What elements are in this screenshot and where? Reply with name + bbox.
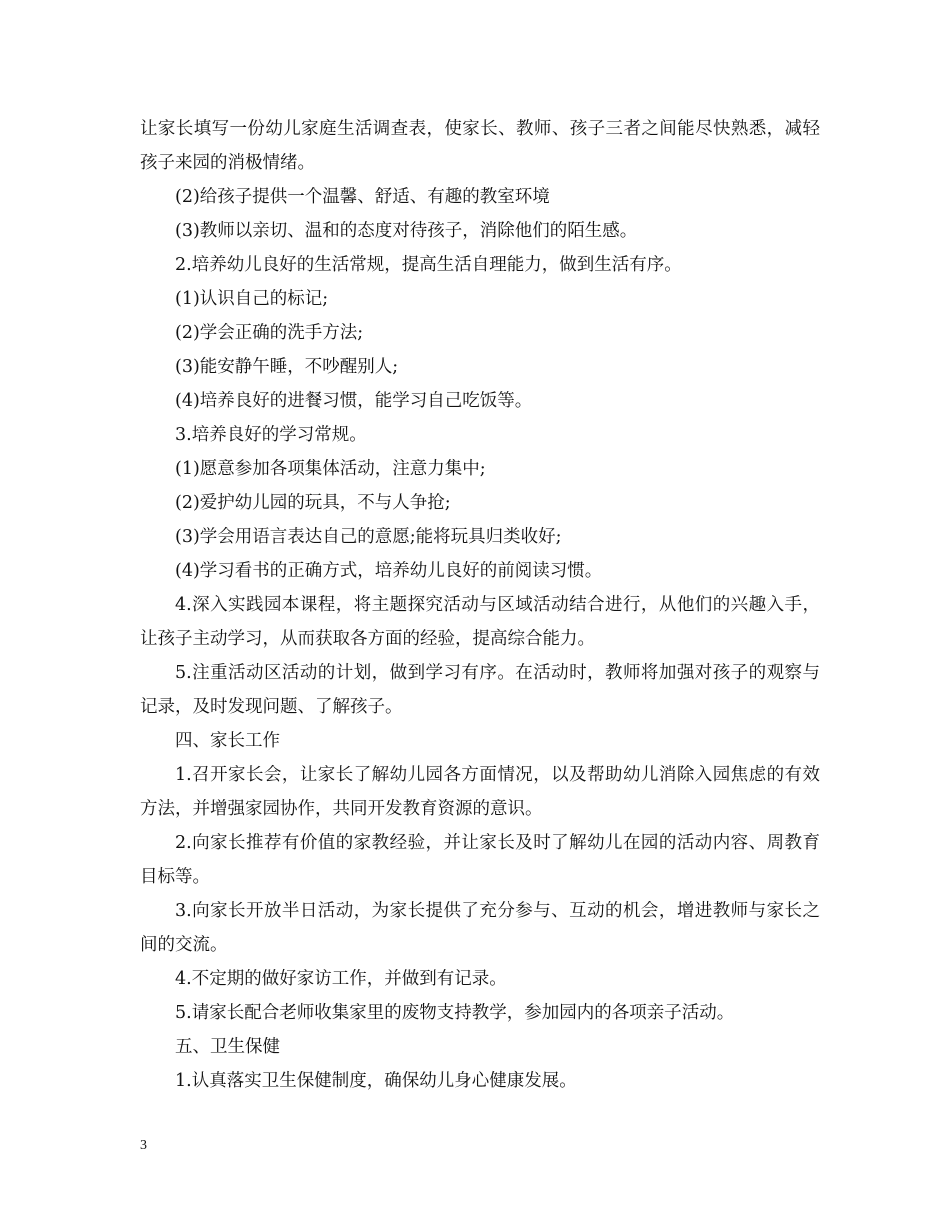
paragraph-9: (1)愿意参加各项集体活动，注意力集中; [175,459,486,479]
paragraph-8: 3.培养良好的学习常规。 [175,425,367,445]
paragraph-0: 让家长填写一份幼儿家庭生活调查表，使家长、教师、孩子三者之间能尽快熟悉，减轻孩子来园的消极情绪。 [140,119,820,173]
paragraph-12: (4)学习看书的正确方式，培养幼儿良好的前阅读习惯。 [175,561,603,581]
paragraph-11: (3)学会用语言表达自己的意愿;能将玩具归类收好; [175,527,562,547]
paragraph-20: 5.请家长配合老师收集家里的废物支持教学，参加园内的各项亲子活动。 [175,1003,735,1023]
paragraph-18: 3.向家长开放半日活动，为家长提供了充分参与、互动的机会，增进教师与家长之间的交流。 [140,901,820,955]
paragraph-2: (3)教师以亲切、温和的态度对待孩子，消除他们的陌生感。 [175,221,638,241]
paragraph-19: 4.不定期的做好家访工作，并做到有记录。 [175,969,507,989]
paragraph-13: 4.深入实践园本课程，将主题探究活动与区域活动结合进行，从他们的兴趣入手，让孩子主动学习，从而获取各方面的经验，提高综合能力。 [140,595,820,649]
paragraph-14: 5.注重活动区活动的计划，做到学习有序。在活动时，教师将加强对孩子的观察与记录，及时发现问题、了解孩子。 [140,663,820,717]
paragraph-5: (2)学会正确的洗手方法; [175,323,364,343]
paragraph-6: (3)能安静午睡，不吵醒别人; [175,357,399,377]
paragraph-4: (1)认识自己的标记; [175,289,329,309]
paragraph-1: (2)给孩子提供一个温馨、舒适、有趣的教室环境 [175,187,550,207]
page-number: 3 [140,1138,147,1153]
paragraph-22: 1.认真落实卫生保健制度，确保幼儿身心健康发展。 [175,1071,577,1091]
paragraph-17: 2.向家长推荐有价值的家教经验，并让家长及时了解幼儿在园的活动内容、周教育目标等。 [140,833,820,887]
paragraph-3: 2.培养幼儿良好的生活常规，提高生活自理能力，做到生活有序。 [175,255,682,275]
paragraph-10: (2)爱护幼儿园的玩具，不与人争抢; [175,493,451,513]
document-body [140,112,820,1098]
section-heading-health-care: 五、卫生保健 [175,1037,280,1057]
section-heading-parent-work: 四、家长工作 [175,731,280,751]
paragraph-7: (4)培养良好的进餐习惯，能学习自己吃饭等。 [175,391,533,411]
paragraph-16: 1.召开家长会，让家长了解幼儿园各方面情况，以及帮助幼儿消除入园焦虑的有效方法，并增强家园协作，共同开发教育资源的意识。 [140,765,820,819]
